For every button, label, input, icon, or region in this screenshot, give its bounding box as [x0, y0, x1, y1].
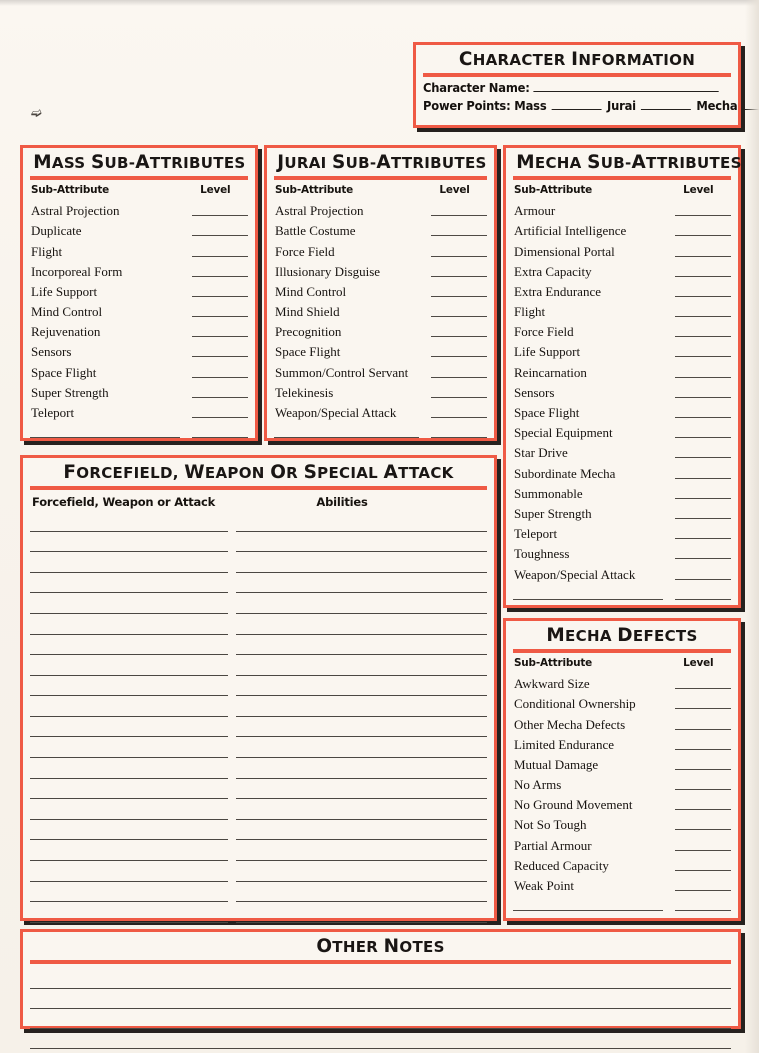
attribute-label: Artificial Intelligence [514, 223, 627, 239]
attribute-level-input[interactable] [192, 276, 248, 277]
attribute-row [274, 360, 487, 380]
forcefield-row [30, 781, 487, 802]
forcefield-column-headers [30, 493, 487, 513]
column-header-sub-attribute: Sub-Attribute [30, 182, 110, 196]
attribute-row [30, 340, 248, 360]
attribute-level-input[interactable] [675, 890, 731, 891]
power-points-row [423, 98, 738, 113]
attribute-label: Dimensional Portal [514, 243, 615, 259]
attribute-row [513, 441, 731, 461]
attribute-row [513, 239, 731, 259]
attribute-row [513, 542, 731, 562]
forcefield-row [30, 657, 487, 678]
forcefield-row [30, 719, 487, 740]
attribute-level-input[interactable] [675, 256, 731, 257]
attribute-label: Toughness [514, 546, 570, 562]
custom-attribute-name-input[interactable] [513, 599, 663, 600]
attribute-level-input[interactable] [431, 336, 487, 337]
attribute-row [513, 793, 731, 813]
column-headers [274, 183, 476, 199]
attribute-row [274, 300, 487, 320]
power-points-jurai-label: Jurai [606, 98, 636, 113]
forcefield-abilities-input[interactable] [236, 819, 487, 820]
attribute-label: Teleport [31, 405, 75, 420]
attribute-level-input[interactable] [675, 417, 731, 418]
attribute-label: Space Flight [275, 344, 341, 360]
forcefield-abilities-input[interactable] [236, 716, 487, 717]
attribute-label: Extra Endurance [514, 283, 601, 299]
attribute-label: Summon/Control Servant [275, 364, 409, 380]
forcefield-row [30, 678, 487, 699]
custom-attribute-name-input[interactable] [274, 437, 419, 438]
attribute-row [30, 280, 248, 300]
mecha-sub-attributes-panel [503, 145, 741, 608]
attribute-level-input[interactable] [675, 276, 731, 277]
custom-attribute-row [274, 421, 487, 441]
forcefield-name-input[interactable] [30, 716, 228, 717]
attribute-label: Weak Point [514, 878, 574, 893]
forcefield-name-input[interactable] [30, 531, 228, 532]
attribute-label: Summonable [514, 485, 583, 501]
attribute-row [274, 280, 487, 300]
attribute-label: Telekinesis [275, 384, 334, 400]
attribute-label: Life Support [514, 344, 581, 360]
attribute-label: Limited Endurance [514, 736, 614, 752]
attribute-label: Force Field [514, 324, 574, 340]
forcefield-weapon-title: FORCEFIELD, WEAPON OR SPECIAL ATTACK [63, 461, 454, 483]
forcefield-row [30, 884, 487, 905]
custom-attribute-row [513, 583, 731, 603]
attribute-level-input[interactable] [431, 316, 487, 317]
column-header-sub-attribute: Sub-Attribute [513, 182, 593, 196]
forcefield-row [30, 904, 487, 925]
forcefield-abilities-input[interactable] [236, 613, 487, 614]
attribute-label: Mind Control [275, 283, 347, 299]
forcefield-name-input[interactable] [30, 757, 228, 758]
forcefield-abilities-input[interactable] [236, 572, 487, 573]
forcefield-abilities-input[interactable] [236, 860, 487, 861]
forcefield-abilities-input[interactable] [236, 634, 487, 635]
attribute-level-input[interactable] [675, 235, 731, 236]
forcefield-row [30, 760, 487, 781]
forcefield-row [30, 513, 487, 534]
forcefield-row [30, 534, 487, 555]
mecha-defects-panel [503, 618, 741, 921]
column-header-level: Level [683, 655, 714, 669]
character-information-title: CHARACTER INFORMATION [458, 48, 696, 70]
character-information-panel [413, 42, 741, 128]
jurai-attribute-list [274, 199, 487, 441]
attribute-level-input[interactable] [675, 809, 731, 810]
attribute-row [513, 320, 731, 340]
column-headers [30, 183, 237, 199]
attribute-level-input[interactable] [675, 296, 731, 297]
attribute-level-input[interactable] [675, 437, 731, 438]
forcefield-name-input[interactable] [30, 922, 228, 923]
attribute-row [274, 401, 487, 421]
attribute-row [274, 320, 487, 340]
attribute-label: Mutual Damage [514, 756, 599, 772]
forcefield-abilities-input[interactable] [236, 736, 487, 737]
attribute-level-input[interactable] [675, 688, 731, 689]
forcefield-abilities-input[interactable] [236, 531, 487, 532]
attribute-label: Super Strength [514, 505, 592, 521]
forcefield-row [30, 739, 487, 760]
other-notes-panel [20, 929, 741, 1029]
character-name-row [423, 80, 719, 95]
power-points-mass-input[interactable] [551, 98, 601, 110]
attribute-level-input[interactable] [192, 215, 248, 216]
forcefield-abilities-input[interactable] [236, 922, 487, 923]
forcefield-abilities-input[interactable] [236, 901, 487, 902]
attribute-label: Space Flight [514, 405, 580, 420]
custom-attribute-level-input[interactable] [675, 599, 731, 600]
attribute-label: Space Flight [31, 364, 97, 380]
column-header-sub-attribute: Sub-Attribute [513, 655, 593, 669]
attribute-row [513, 874, 731, 894]
attribute-label: Special Equipment [514, 425, 613, 441]
power-points-mecha-label: Mecha [696, 98, 738, 113]
attribute-row [513, 219, 731, 239]
forcefield-name-input[interactable] [30, 819, 228, 820]
attribute-level-input[interactable] [431, 377, 487, 378]
forcefield-name-input[interactable] [30, 654, 228, 655]
attribute-row [513, 340, 731, 360]
character-name-input[interactable] [534, 80, 719, 92]
column-header-level: Level [683, 182, 714, 196]
attribute-label: Mind Control [31, 304, 103, 320]
attribute-row [513, 753, 731, 773]
attribute-row [30, 300, 248, 320]
attribute-level-input[interactable] [675, 498, 731, 499]
attribute-row [513, 502, 731, 522]
forcefield-column-left-label: Forcefield, Weapon or Attack [32, 494, 216, 509]
attribute-level-input[interactable] [675, 729, 731, 730]
attribute-label: Duplicate [31, 223, 82, 239]
mass-sub-attributes-title: MASS SUB-ATTRIBUTES [33, 151, 246, 173]
attribute-level-input[interactable] [675, 870, 731, 871]
attribute-level-input[interactable] [192, 316, 248, 317]
attribute-level-input[interactable] [675, 478, 731, 479]
attribute-row [513, 522, 731, 542]
attribute-row [513, 482, 731, 502]
attribute-row [513, 360, 731, 380]
attribute-level-input[interactable] [675, 377, 731, 378]
other-notes-line[interactable] [30, 989, 731, 1009]
attribute-label: Sensors [31, 344, 72, 360]
mecha-defects-title: MECHA DEFECTS [546, 624, 698, 646]
attribute-label: Reduced Capacity [514, 857, 609, 873]
custom-attribute-row [513, 894, 731, 914]
attribute-level-input[interactable] [675, 457, 731, 458]
attribute-row [274, 340, 487, 360]
column-headers [513, 183, 720, 199]
attribute-label: Mind Shield [275, 304, 340, 320]
forcefield-name-input[interactable] [30, 736, 228, 737]
forcefield-abilities-input[interactable] [236, 675, 487, 676]
attribute-row [30, 239, 248, 259]
other-notes-line[interactable] [30, 969, 731, 989]
attribute-level-input[interactable] [675, 336, 731, 337]
attribute-level-input[interactable] [431, 276, 487, 277]
custom-attribute-row [30, 421, 248, 441]
forcefield-weapon-panel [20, 455, 497, 921]
title-rule [30, 960, 731, 964]
forcefield-abilities-input[interactable] [236, 757, 487, 758]
other-notes-line[interactable] [30, 1009, 731, 1029]
attribute-row [30, 199, 248, 219]
attribute-row [30, 360, 248, 380]
attribute-row [30, 219, 248, 239]
column-headers [513, 656, 720, 672]
power-points-jurai-input[interactable] [641, 98, 691, 110]
attribute-label: Battle Costume [275, 223, 356, 239]
attribute-label: Incorporeal Form [31, 263, 123, 279]
title-rule [30, 176, 248, 180]
attribute-level-input[interactable] [675, 356, 731, 357]
attribute-level-input[interactable] [431, 215, 487, 216]
forcefield-abilities-input[interactable] [236, 654, 487, 655]
attribute-label: Flight [31, 243, 63, 259]
custom-attribute-level-input[interactable] [431, 437, 487, 438]
forcefield-name-input[interactable] [30, 634, 228, 635]
custom-attribute-level-input[interactable] [192, 437, 248, 438]
attribute-row [30, 320, 248, 340]
forcefield-name-input[interactable] [30, 613, 228, 614]
other-notes-rows [30, 967, 731, 1049]
attribute-label: Flight [514, 304, 546, 320]
attribute-label: Super Strength [31, 384, 109, 400]
forcefield-rows [30, 513, 487, 925]
forcefield-row [30, 595, 487, 616]
attribute-row [30, 381, 248, 401]
forcefield-row [30, 801, 487, 822]
forcefield-abilities-input[interactable] [236, 551, 487, 552]
title-rule [30, 486, 487, 490]
attribute-label: Extra Capacity [514, 263, 592, 279]
attribute-label: Partial Armour [514, 837, 592, 853]
attribute-row [274, 260, 487, 280]
attribute-level-input[interactable] [675, 397, 731, 398]
power-points-mass-label: Power Points: Mass [423, 98, 547, 113]
forcefield-row [30, 554, 487, 575]
attribute-label: Astral Projection [275, 203, 364, 219]
attribute-level-input[interactable] [675, 829, 731, 830]
forcefield-name-input[interactable] [30, 839, 228, 840]
attribute-row [274, 199, 487, 219]
forcefield-name-input[interactable] [30, 798, 228, 799]
attribute-row [513, 260, 731, 280]
attribute-label: Reincarnation [514, 364, 587, 380]
attribute-label: No Arms [514, 777, 562, 793]
attribute-label: Life Support [31, 283, 98, 299]
attribute-level-input[interactable] [675, 749, 731, 750]
attribute-label: Armour [514, 203, 556, 219]
forcefield-name-input[interactable] [30, 695, 228, 696]
attribute-row [513, 280, 731, 300]
attribute-level-input[interactable] [192, 235, 248, 236]
attribute-row [513, 854, 731, 874]
character-name-label: Character Name: [423, 80, 530, 95]
forcefield-abilities-input[interactable] [236, 798, 487, 799]
attribute-row [513, 421, 731, 441]
forcefield-row [30, 637, 487, 658]
forcefield-name-input[interactable] [30, 881, 228, 882]
scan-artifact: ➫ [31, 106, 42, 121]
attribute-label: Teleport [514, 526, 558, 542]
column-header-sub-attribute: Sub-Attribute [274, 182, 354, 196]
attribute-label: Not So Tough [514, 817, 587, 833]
attribute-level-input[interactable] [675, 538, 731, 539]
attribute-level-input[interactable] [675, 558, 731, 559]
attribute-label: Other Mecha Defects [514, 716, 626, 732]
attribute-label: Weapon/Special Attack [275, 405, 397, 420]
attribute-label: Star Drive [514, 445, 568, 461]
attribute-level-input[interactable] [675, 518, 731, 519]
attribute-label: Astral Projection [31, 203, 120, 219]
attribute-label: Sensors [514, 384, 555, 400]
attribute-level-input[interactable] [192, 256, 248, 257]
forcefield-name-input[interactable] [30, 860, 228, 861]
attribute-row [30, 260, 248, 280]
forcefield-name-input[interactable] [30, 572, 228, 573]
attribute-label: Subordinate Mecha [514, 465, 616, 481]
attribute-level-input[interactable] [192, 417, 248, 418]
forcefield-row [30, 863, 487, 884]
forcefield-row [30, 698, 487, 719]
column-header-level: Level [200, 182, 231, 196]
title-rule [274, 176, 487, 180]
attribute-label: Precognition [275, 324, 342, 340]
forcefield-row [30, 616, 487, 637]
attribute-label: Force Field [275, 243, 335, 259]
attribute-level-input[interactable] [675, 579, 731, 580]
attribute-row [513, 712, 731, 732]
attribute-label: Awkward Size [514, 676, 590, 692]
attribute-label: Weapon/Special Attack [514, 566, 636, 582]
attribute-row [513, 733, 731, 753]
attribute-row [274, 219, 487, 239]
title-rule [423, 73, 731, 77]
attribute-label: No Ground Movement [514, 797, 633, 813]
custom-attribute-level-input[interactable] [675, 910, 731, 911]
attribute-level-input[interactable] [675, 316, 731, 317]
forcefield-name-input[interactable] [30, 592, 228, 593]
attribute-row [513, 562, 731, 582]
attribute-row [513, 300, 731, 320]
forcefield-column-right-label: Abilities [316, 494, 368, 509]
forcefield-name-input[interactable] [30, 778, 228, 779]
title-rule [513, 649, 731, 653]
attribute-level-input[interactable] [675, 769, 731, 770]
attribute-level-input[interactable] [675, 789, 731, 790]
jurai-sub-attributes-panel [264, 145, 497, 441]
attribute-level-input[interactable] [192, 397, 248, 398]
attribute-row [513, 401, 731, 421]
attribute-level-input[interactable] [431, 296, 487, 297]
mecha-sub-attributes-title: MECHA SUB-ATTRIBUTES [516, 151, 742, 173]
attribute-row [274, 381, 487, 401]
attribute-row [513, 672, 731, 692]
forcefield-abilities-input[interactable] [236, 778, 487, 779]
mass-attribute-list [30, 199, 248, 441]
attribute-level-input[interactable] [431, 417, 487, 418]
attribute-level-input[interactable] [431, 256, 487, 257]
forcefield-row [30, 575, 487, 596]
attribute-row [513, 773, 731, 793]
attribute-row [513, 692, 731, 712]
attribute-label: Illusionary Disguise [275, 263, 381, 279]
attribute-level-input[interactable] [192, 377, 248, 378]
attribute-row [30, 401, 248, 421]
column-header-level: Level [439, 182, 470, 196]
other-notes-line[interactable] [30, 1029, 731, 1049]
attribute-label: Rejuvenation [31, 324, 101, 340]
mecha-defects-list [513, 672, 731, 914]
custom-attribute-name-input[interactable] [30, 437, 180, 438]
attribute-level-input[interactable] [431, 356, 487, 357]
forcefield-name-input[interactable] [30, 675, 228, 676]
attribute-level-input[interactable] [192, 296, 248, 297]
forcefield-abilities-input[interactable] [236, 592, 487, 593]
attribute-level-input[interactable] [431, 397, 487, 398]
attribute-row [513, 381, 731, 401]
attribute-level-input[interactable] [192, 336, 248, 337]
attribute-level-input[interactable] [192, 356, 248, 357]
attribute-level-input[interactable] [675, 215, 731, 216]
attribute-level-input[interactable] [675, 708, 731, 709]
attribute-label: Conditional Ownership [514, 696, 636, 712]
mass-sub-attributes-panel [20, 145, 258, 441]
attribute-row [513, 833, 731, 853]
other-notes-title: OTHER NOTES [316, 935, 445, 957]
attribute-level-input[interactable] [431, 235, 487, 236]
attribute-row [513, 199, 731, 219]
power-points-mecha-input[interactable] [742, 98, 759, 110]
forcefield-row [30, 822, 487, 843]
title-rule [513, 176, 731, 180]
forcefield-abilities-input[interactable] [236, 839, 487, 840]
forcefield-row [30, 842, 487, 863]
attribute-row [513, 813, 731, 833]
forcefield-abilities-input[interactable] [236, 881, 487, 882]
attribute-level-input[interactable] [675, 850, 731, 851]
attribute-row [274, 239, 487, 259]
attribute-row [513, 461, 731, 481]
forcefield-name-input[interactable] [30, 901, 228, 902]
mecha-attribute-list [513, 199, 731, 603]
forcefield-name-input[interactable] [30, 551, 228, 552]
custom-attribute-name-input[interactable] [513, 910, 663, 911]
forcefield-abilities-input[interactable] [236, 695, 487, 696]
jurai-sub-attributes-title: JURAI SUB-ATTRIBUTES [277, 151, 487, 173]
